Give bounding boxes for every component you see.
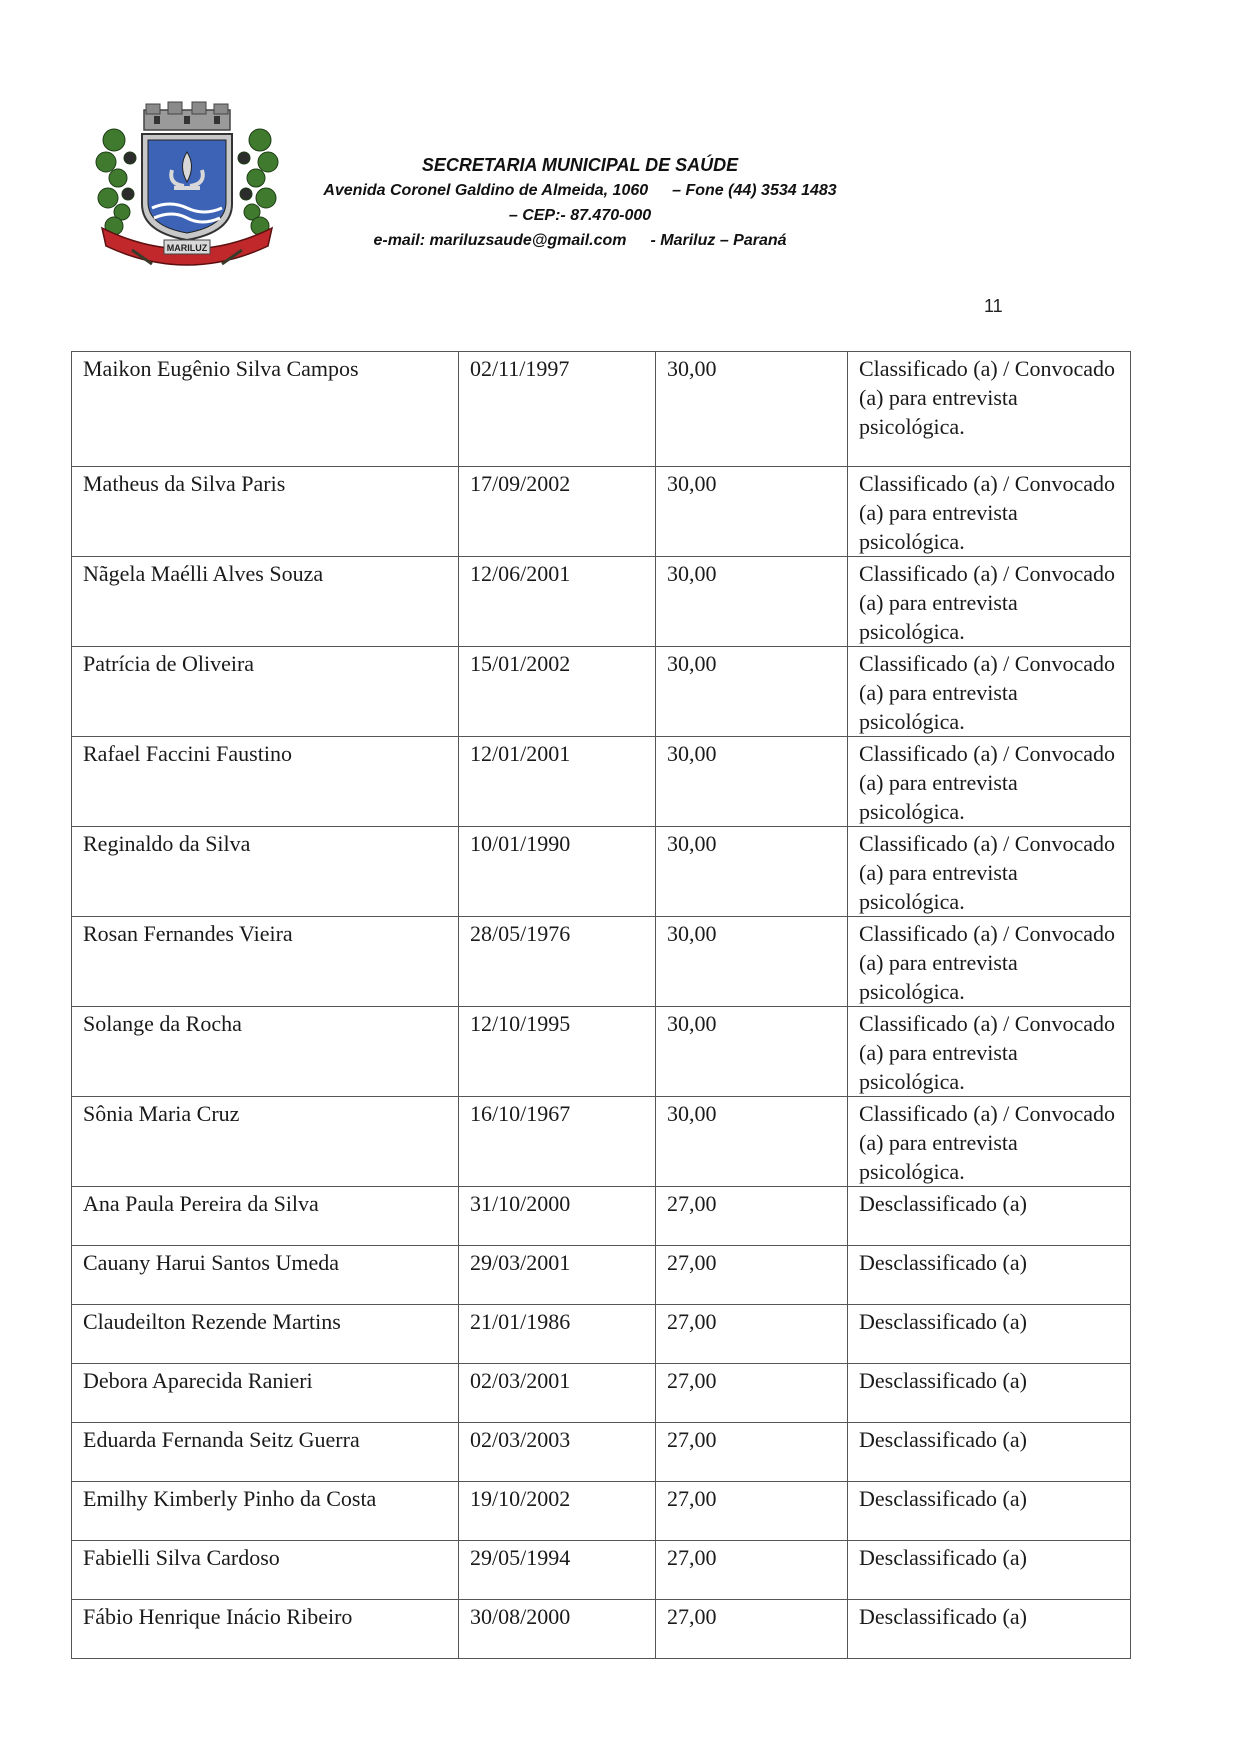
table-row — [72, 1007, 1131, 1097]
candidate-name: Solange da Rocha — [72, 1007, 459, 1097]
candidate-name: Maikon Eugênio Silva Campos — [72, 352, 459, 467]
score: 27,00 — [656, 1305, 848, 1364]
birth-date: 12/10/1995 — [459, 1007, 656, 1097]
score: 27,00 — [656, 1541, 848, 1600]
birth-date: 02/11/1997 — [459, 352, 656, 467]
candidate-name: Rafael Faccini Faustino — [72, 737, 459, 827]
mural-crown-icon — [144, 102, 230, 130]
status: Desclassificado (a) — [848, 1541, 1131, 1600]
table-row — [72, 1482, 1131, 1541]
birth-date: 12/06/2001 — [459, 557, 656, 647]
birth-date: 28/05/1976 — [459, 917, 656, 1007]
status: Classificado (a) / Convocado (a) para entrevista psicológica. — [848, 352, 1131, 467]
candidate-name: Debora Aparecida Ranieri — [72, 1364, 459, 1423]
header-email: e-mail: mariluzsaude@gmail.com — [373, 232, 627, 249]
table-row — [72, 917, 1131, 1007]
table-row — [72, 647, 1131, 737]
birth-date: 12/01/2001 — [459, 737, 656, 827]
table-row — [72, 467, 1131, 557]
status: Classificado (a) / Convocado (a) para entrevista psicológica. — [848, 1007, 1131, 1097]
table-row — [72, 827, 1131, 917]
table-row — [72, 1541, 1131, 1600]
score: 30,00 — [656, 647, 848, 737]
table-row — [72, 352, 1131, 467]
candidate-name: Sônia Maria Cruz — [72, 1097, 459, 1187]
candidate-name: Matheus da Silva Paris — [72, 467, 459, 557]
table-row — [72, 1305, 1131, 1364]
status: Desclassificado (a) — [848, 1187, 1131, 1246]
score: 30,00 — [656, 352, 848, 467]
status: Classificado (a) / Convocado (a) para entrevista psicológica. — [848, 647, 1131, 737]
candidates-results-table — [71, 351, 1131, 1659]
birth-date: 16/10/1967 — [459, 1097, 656, 1187]
status: Classificado (a) / Convocado (a) para entrevista psicológica. — [848, 827, 1131, 917]
birth-date: 15/01/2002 — [459, 647, 656, 737]
candidate-name: Patrícia de Oliveira — [72, 647, 459, 737]
score: 27,00 — [656, 1482, 848, 1541]
shield-icon — [142, 134, 232, 240]
candidate-name: Emilhy Kimberly Pinho da Costa — [72, 1482, 459, 1541]
status: Desclassificado (a) — [848, 1600, 1131, 1659]
table-row — [72, 1423, 1131, 1482]
vine-left-icon — [96, 129, 136, 235]
svg-text:MARILUZ: MARILUZ — [166, 243, 208, 253]
table-row — [72, 1600, 1131, 1659]
candidate-name: Eduarda Fernanda Seitz Guerra — [72, 1423, 459, 1482]
candidate-name: Ana Paula Pereira da Silva — [72, 1187, 459, 1246]
candidate-name: Cauany Harui Santos Umeda — [72, 1246, 459, 1305]
candidate-name: Nãgela Maélli Alves Souza — [72, 557, 459, 647]
score: 27,00 — [656, 1187, 848, 1246]
birth-date: 30/08/2000 — [459, 1600, 656, 1659]
header-phone: – Fone (44) 3534 1483 — [672, 182, 837, 199]
header-title: SECRETARIA MUNICIPAL DE SAÚDE — [421, 155, 739, 175]
page-number: 11 — [984, 296, 1003, 316]
table-row — [72, 1187, 1131, 1246]
birth-date: 19/10/2002 — [459, 1482, 656, 1541]
candidate-name: Fabielli Silva Cardoso — [72, 1541, 459, 1600]
candidate-name: Rosan Fernandes Vieira — [72, 917, 459, 1007]
header-address: Avenida Coronel Galdino de Almeida, 1060 — [323, 182, 649, 199]
score: 30,00 — [656, 557, 848, 647]
header-city: - Mariluz – Paraná — [650, 232, 787, 249]
score: 30,00 — [656, 737, 848, 827]
table-row — [72, 557, 1131, 647]
status: Classificado (a) / Convocado (a) para entrevista psicológica. — [848, 467, 1131, 557]
status: Desclassificado (a) — [848, 1305, 1131, 1364]
header-address-line — [260, 178, 900, 203]
score: 30,00 — [656, 1007, 848, 1097]
birth-date: 10/01/1990 — [459, 827, 656, 917]
score: 27,00 — [656, 1423, 848, 1482]
status: Desclassificado (a) — [848, 1364, 1131, 1423]
score: 30,00 — [656, 827, 848, 917]
birth-date: 29/05/1994 — [459, 1541, 656, 1600]
status: Classificado (a) / Convocado (a) para entrevista psicológica. — [848, 557, 1131, 647]
birth-date: 02/03/2001 — [459, 1364, 656, 1423]
birth-date: 17/09/2002 — [459, 467, 656, 557]
municipal-coat-of-arms-logo — [92, 100, 282, 266]
table-row — [72, 1364, 1131, 1423]
score: 30,00 — [656, 467, 848, 557]
score: 27,00 — [656, 1600, 848, 1659]
table-row — [72, 737, 1131, 827]
birth-date: 31/10/2000 — [459, 1187, 656, 1246]
document-header — [260, 152, 900, 253]
status: Classificado (a) / Convocado (a) para entrevista psicológica. — [848, 737, 1131, 827]
status: Classificado (a) / Convocado (a) para entrevista psicológica. — [848, 917, 1131, 1007]
candidate-name: Fábio Henrique Inácio Ribeiro — [72, 1600, 459, 1659]
header-contact-line — [260, 228, 900, 253]
table-row — [72, 1246, 1131, 1305]
score: 30,00 — [656, 1097, 848, 1187]
candidate-name: Reginaldo da Silva — [72, 827, 459, 917]
status: Desclassificado (a) — [848, 1246, 1131, 1305]
status: Desclassificado (a) — [848, 1423, 1131, 1482]
score: 27,00 — [656, 1364, 848, 1423]
candidate-name: Claudeilton Rezende Martins — [72, 1305, 459, 1364]
status: Desclassificado (a) — [848, 1482, 1131, 1541]
table-row — [72, 1097, 1131, 1187]
birth-date: 02/03/2003 — [459, 1423, 656, 1482]
birth-date: 21/01/1986 — [459, 1305, 656, 1364]
header-cep: – CEP:- 87.470-000 — [508, 207, 652, 224]
status: Classificado (a) / Convocado (a) para entrevista psicológica. — [848, 1097, 1131, 1187]
score: 30,00 — [656, 917, 848, 1007]
score: 27,00 — [656, 1246, 848, 1305]
birth-date: 29/03/2001 — [459, 1246, 656, 1305]
